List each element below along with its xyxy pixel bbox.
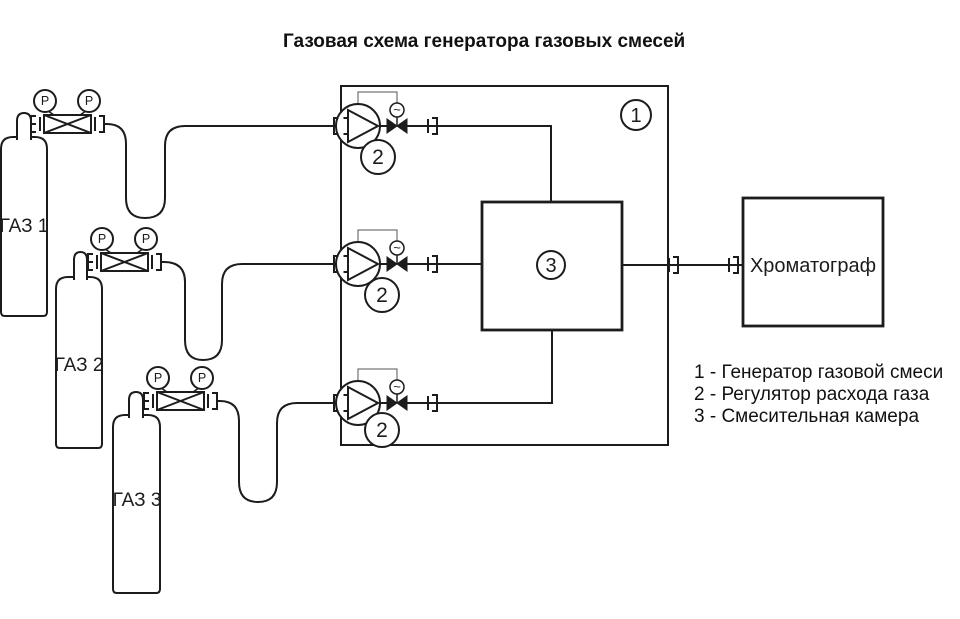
mixer-number: 3 [545, 255, 557, 277]
legend-item-mixer: 3 - Смесительная камера [694, 406, 920, 427]
pressure-gauge-label: P [84, 94, 94, 108]
actuator-symbol: ~ [393, 379, 401, 394]
control-line [358, 92, 397, 104]
flow-regulator-row-1 [336, 92, 407, 148]
pipe-gas3-to-generator [217, 401, 341, 502]
regulator-number-1: 2 [372, 146, 384, 169]
pressure-gauge-label: P [153, 371, 163, 385]
regulator-number-2: 2 [376, 284, 388, 307]
pressure-gauge-label: P [197, 371, 207, 385]
cylinder-3-neck [129, 392, 143, 418]
flow-regulator-row-2 [336, 230, 407, 286]
cylinder-3-label: ГАЗ 3 [112, 490, 162, 511]
pipe-gas2-to-generator [161, 262, 341, 360]
regulator-number-3: 2 [376, 419, 388, 442]
pressure-gauge-label: P [97, 232, 107, 246]
gas-cylinder-2 [56, 252, 102, 448]
generator-number: 1 [630, 105, 642, 127]
cylinder-2-neck [74, 252, 87, 280]
cylinder-1-label: ГАЗ 1 [0, 216, 49, 237]
pressure-gauge-label: P [40, 94, 50, 108]
actuator-symbol: ~ [393, 240, 401, 255]
legend [694, 362, 943, 428]
page-title: Газовая схема генератора газовых смесей [283, 31, 686, 52]
pipe-gas1-to-generator [104, 124, 341, 218]
gas-cylinder-1 [1, 113, 47, 316]
legend-item-generator: 1 - Генератор газовой смеси [694, 362, 944, 383]
cylinder-2-label: ГАЗ 2 [54, 355, 104, 376]
pressure-gauge-label: P [141, 232, 151, 246]
chromatograph-label: Хроматограф [749, 255, 877, 277]
legend-item-regulator: 2 - Регулятор расхода газа [694, 384, 930, 405]
cylinder-1-neck [17, 113, 31, 140]
actuator-symbol: ~ [393, 102, 401, 117]
